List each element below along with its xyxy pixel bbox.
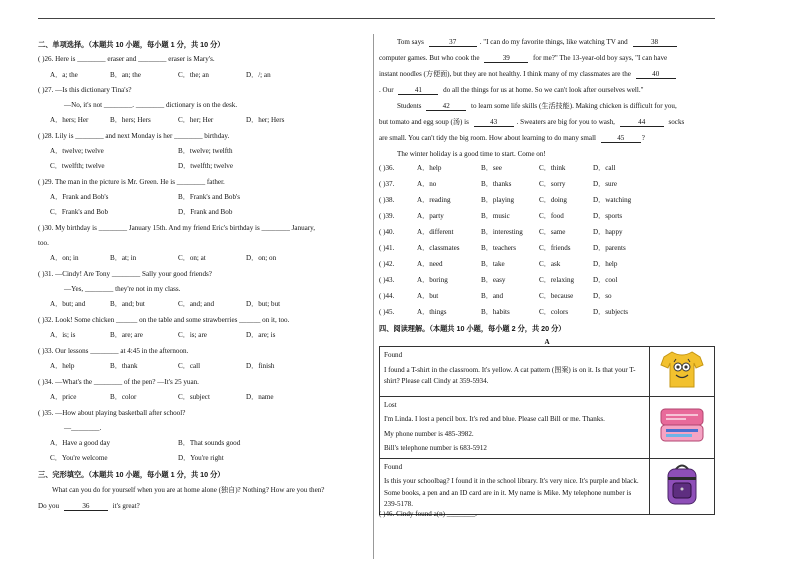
q40-opt-c: C．same (539, 228, 566, 236)
cloze-text: The winter holiday is a good time to start. Come on! (397, 150, 546, 158)
q42-opt-a: A．need (417, 260, 443, 268)
notice-row (380, 396, 715, 458)
q39-opt-b: B．music (481, 212, 510, 220)
schoolbag-image-cell (650, 458, 715, 514)
cloze-text: socks (668, 118, 685, 126)
cloze-text: computer games. But who cook the (379, 54, 480, 62)
q29-opt-d: D．Frank and Bob (178, 208, 233, 216)
q31-opt-a: A．but; and (50, 300, 86, 308)
notice-body: I found a T-shirt in the classroom. It's yellow. A cat pattern (图案) is on it. Is that your T-shirt? Please call Cindy at 359-5934. (384, 365, 636, 385)
q31-opt-c: C．and; and (178, 300, 215, 308)
cloze-text: Do you (38, 502, 60, 510)
pencil-box-icon (658, 405, 706, 445)
q41-opt-c: C．friends (539, 244, 571, 252)
q31-stem2: —Yes, ________ they're not in my class. (64, 285, 181, 293)
q41-opt-b: B．teachers (481, 244, 517, 252)
q34-opt-b: B．color (110, 393, 137, 401)
q30-opt-c: C．on; at (178, 254, 206, 262)
q27-stem2: —No, it's not ________. ________ dictionary is on the desk. (64, 101, 238, 109)
q37-num: ( )37. (379, 180, 395, 188)
cloze-line (379, 34, 715, 50)
q40-num: ( )40. (379, 228, 395, 236)
notice-body: Is this your schoolbag? I found it in the school library. It's very nice. It's purple and black. Some books, a pen and an ID card are in it. My name is Mike. My telephone number is 239-5178. (384, 477, 639, 508)
section2-title: 二、单项选择。（本题共 10 小题，每小题 1 分，共 10 分） (38, 40, 225, 49)
q29-opt-b: B．Frank's and Bob's (178, 193, 241, 201)
q30-stem2: too. (38, 239, 49, 247)
q41-opt-a: A．classmates (417, 244, 460, 252)
q26-opt-c: C．the; an (178, 71, 209, 79)
q45-opt-b: B．habits (481, 308, 510, 316)
q40-opt-b: B．interesting (481, 228, 523, 236)
q31-opt-b: B．and; but (110, 300, 145, 308)
yellow-tshirt-icon (660, 349, 704, 389)
q26-opt-b: B．an; the (110, 71, 141, 79)
q37-opt-c: C．sorry (539, 180, 566, 188)
q26-stem: ( )26. Here is ________ eraser and ________ eraser is Mary's. (38, 55, 215, 63)
q30-stem: ( )30. My birthday is ________ January 15th. And my friend Eric's birthday is ________ January, (38, 224, 316, 232)
section3-title: 三、完形填空。（本题共 10 小题，每小题 1 分，共 10 分） (38, 470, 225, 479)
q28-opt-c: C．twelfth; twelve (50, 162, 105, 170)
blank-44[interactable]: 44 (620, 118, 664, 127)
q42-num: ( )42. (379, 260, 395, 268)
blank-45[interactable]: 45 (601, 134, 641, 143)
q36-opt-d: D．call (593, 164, 616, 172)
q27-opt-d: D．her; Hers (246, 116, 285, 124)
q45-num: ( )45. (379, 308, 395, 316)
q41-opt-d: D．parents (593, 244, 626, 252)
q35-stem: ( )35. —How about playing basketball after school? (38, 409, 186, 417)
q38-opt-b: B．playing (481, 196, 515, 204)
q44-opt-b: B．and (481, 292, 504, 300)
q39-num: ( )39. (379, 212, 395, 220)
cloze-text: Students (397, 102, 422, 110)
q33-opt-c: C．call (178, 362, 201, 370)
q29-opt-c: C．Frank's and Bob (50, 208, 109, 216)
q30-opt-a: A．on; in (50, 254, 79, 262)
notice-body: My phone number is 485-3982. (384, 429, 474, 438)
q43-opt-a: A．boring (417, 276, 448, 284)
q30-opt-d: D．on; on (246, 254, 277, 262)
cloze-text: for me?" The 13-year-old boy says, "I can have (533, 54, 668, 62)
blank-36[interactable]: 36 (64, 502, 108, 511)
q39-opt-a: A．party (417, 212, 444, 220)
q33-opt-a: A．help (50, 362, 75, 370)
q33-stem: ( )33. Our lessons ________ at 4:45 in the afternoon. (38, 347, 189, 355)
q38-num: ( )38. (379, 196, 395, 204)
q42-opt-b: B．take (481, 260, 505, 268)
q35-opt-a: A．Have a good day (50, 439, 111, 447)
q35-stem2: —________. (64, 424, 102, 432)
q35-opt-c: C．You're welcome (50, 454, 108, 462)
notice-text-cell (380, 347, 650, 397)
q43-opt-c: C．relaxing (539, 276, 575, 284)
q40-opt-a: A．different (417, 228, 454, 236)
q44-opt-d: D．so (593, 292, 612, 300)
q27-opt-a: A．hers; Her (50, 116, 89, 124)
q42-opt-c: C．ask (539, 260, 561, 268)
q43-num: ( )43. (379, 276, 395, 284)
section4-title: 四、阅读理解。（本题共 10 小题，每小题 2 分，共 20 分） (379, 324, 566, 333)
cloze-line (379, 98, 715, 114)
notice-table (379, 346, 715, 515)
notice-row (380, 347, 715, 397)
cloze-paragraph (379, 34, 715, 162)
notice-head: Lost (384, 400, 397, 409)
cloze-line (379, 114, 715, 130)
q45-opt-a: A．things (417, 308, 447, 316)
q37-opt-b: B．thanks (481, 180, 512, 188)
q36-opt-c: C．think (539, 164, 566, 172)
q27-opt-b: B．hers; Hers (110, 116, 151, 124)
q32-opt-b: B．are; are (110, 331, 143, 339)
q34-stem: ( )34. —What's the ________ of the pen? —It's 25 yuan. (38, 378, 199, 386)
cloze-text: . Sweaters are big for you to wash, (516, 118, 615, 126)
cloze-text: are small. You can't tidy the big room. How about learning to do many small (379, 134, 597, 142)
q38-opt-c: C．doing (539, 196, 567, 204)
q34-opt-a: A．price (50, 393, 77, 401)
q28-opt-a: A．twelve; twelve (50, 147, 104, 155)
cloze-line: are small. You can't tidy the big room. How about learning to do many small 45 ? (379, 134, 645, 142)
top-rule (38, 18, 715, 19)
notice-text-cell (380, 458, 650, 514)
notice-text-cell (380, 396, 650, 458)
q36-opt-b: B．see (481, 164, 502, 172)
q29-opt-a: A．Frank and Bob's (50, 193, 109, 201)
blank-43[interactable]: 43 (474, 118, 514, 127)
cloze-text: . "I can do my favorite things, like watching TV and (479, 38, 628, 46)
q31-opt-d: D．but; but (246, 300, 281, 308)
q36-num: ( )36. (379, 164, 395, 172)
blank-41[interactable]: 41 (398, 86, 438, 95)
q26-opt-d: D．/; an (246, 71, 271, 79)
q45-opt-c: C．colors (539, 308, 569, 316)
q35-opt-d: D．You're right (178, 454, 224, 462)
blank-38[interactable]: 38 (633, 38, 677, 47)
q41-num: ( )41. (379, 244, 395, 252)
q34-opt-d: D．name (246, 393, 274, 401)
notice-head: Found (384, 462, 403, 471)
q26-opt-a: A．a; the (50, 71, 78, 79)
purple-schoolbag-icon (662, 461, 702, 507)
blank-40[interactable]: 40 (636, 70, 676, 79)
q37-opt-a: A．no (417, 180, 437, 188)
q42-opt-d: D．help (593, 260, 618, 268)
q28-stem: ( )28. Lily is ________ and next Monday is her ________ birthday. (38, 132, 230, 140)
q38-opt-d: D．watching (593, 196, 632, 204)
q44-opt-a: A．but (417, 292, 439, 300)
q44-opt-c: C．because (539, 292, 574, 300)
cloze-text: but tomato and egg soup (汤) is (379, 118, 469, 126)
notice-body: I'm Linda. I lost a pencil box. It's red and blue. Please call Bill or me. Thanks. (384, 415, 605, 423)
q32-stem: ( )32. Look! Some chicken ______ on the table and some strawberries ______ on it, too. (38, 316, 290, 324)
column-divider (373, 34, 374, 559)
q29-stem: ( )29. The man in the picture is Mr. Green. He is ________ father. (38, 178, 225, 186)
q36-opt-a: A．help (417, 164, 442, 172)
cloze-line (379, 82, 715, 98)
q35-opt-b: B．That sounds good (178, 439, 241, 447)
cloze-text: instant noodles (方便面), but they are not healthy. I think many of my classmates are the (379, 70, 631, 78)
q40-opt-d: D．happy (593, 228, 623, 236)
q33-opt-b: B．thank (110, 362, 138, 370)
q39-opt-c: C．food (539, 212, 564, 220)
cloze-text: do all the things for us at home. So we can't look after ourselves well." (443, 86, 644, 94)
q30-opt-b: B．at; in (110, 254, 137, 262)
q27-opt-c: C．her; Her (178, 116, 214, 124)
blank-39[interactable]: 39 (484, 54, 528, 63)
q43-opt-d: D．cool (593, 276, 618, 284)
cloze-text: to learn some life skills (生活技能). Making chicken is difficult for you, (471, 102, 677, 110)
q31-stem: ( )31. —Cindy! Are Tony ________ Sally your good friends? (38, 270, 212, 278)
cloze-line (379, 66, 715, 82)
cloze-text: . Our (379, 86, 394, 94)
q44-num: ( )44. (379, 292, 395, 300)
q43-opt-b: B．easy (481, 276, 506, 284)
pencil-box-image-cell (650, 396, 715, 458)
cloze-intro: What can you do for yourself when you are at home alone (独自)? Nothing? How are you then? (52, 486, 325, 494)
reading-part-label: A (544, 338, 550, 346)
q46-stem: ( )46. Cindy found a(n) ________. (379, 510, 477, 518)
blank-42[interactable]: 42 (426, 102, 466, 111)
cloze-text: it's great? (112, 502, 140, 510)
blank-37[interactable]: 37 (429, 38, 477, 47)
q37-opt-d: D．sure (593, 180, 618, 188)
cloze-line (379, 50, 715, 66)
q27-stem: ( )27. —Is this dictionary Tina's? (38, 86, 132, 94)
q32-opt-c: C．is; are (178, 331, 207, 339)
q39-opt-d: D．sports (593, 212, 623, 220)
q32-opt-d: D．are; is (246, 331, 276, 339)
q28-opt-d: D．twelfth; twelve (178, 162, 233, 170)
notice-body: Bill's telephone number is 683-5912 (384, 444, 487, 452)
tshirt-image-cell (650, 347, 715, 397)
notice-head: Found (384, 351, 403, 359)
cloze-text: Tom says (397, 38, 424, 46)
q34-opt-c: C．subject (178, 393, 210, 401)
cloze-line (379, 146, 715, 162)
q32-opt-a: A．is; is (50, 331, 76, 339)
notice-row (380, 458, 715, 514)
cloze-line2 (38, 502, 140, 511)
q28-opt-b: B．twelve; twelfth (178, 147, 233, 155)
q38-opt-a: A．reading (417, 196, 451, 204)
q45-opt-d: D．subjects (593, 308, 629, 316)
q33-opt-d: D．finish (246, 362, 275, 370)
